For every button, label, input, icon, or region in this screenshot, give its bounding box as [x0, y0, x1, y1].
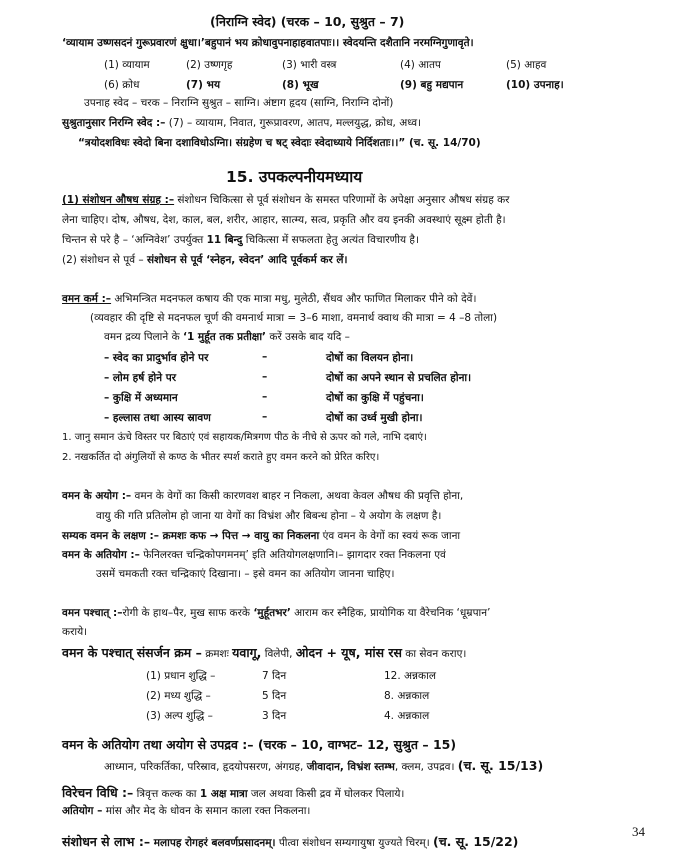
jivadan-text: जीवादान, विभ्रंश स्तम्भ	[306, 761, 395, 773]
purvakarma-text: संशोधन से पूर्व ‘स्नेहन, स्वेदन’ आदि पूर्वकर्म कर लें।	[146, 254, 348, 266]
sign-dash: –	[262, 411, 268, 423]
para-text: आध्मान, परिकर्तिका, परिस्राव, हृदयोपसरण, अंगग्रह,	[104, 761, 307, 773]
muhurta-text: ‘1 मुर्हूत तक प्रतीक्षा’	[182, 331, 267, 343]
reference-text: (च. सू. 15/13)	[457, 758, 544, 773]
malapaha-text: मलापह रोगहरं बलवर्णप्रसादनम्।	[150, 837, 276, 849]
table-cell: 4. अन्नकाल	[384, 710, 430, 722]
upadrava-line	[104, 758, 543, 774]
table-cell: (1) प्रधान शुद्धि –	[146, 670, 216, 682]
chapter-title: 15. उपकल्पनीयमध्याय	[226, 168, 363, 186]
vaman-note-2: 2. नखकर्तित दो अंगुलियों से कण्ठ के भीतर स्पर्श कराते हुए वमन करने को प्रेरित करिए।	[62, 452, 380, 463]
sign-right: दोषों का कुक्षि में पहुंचना।	[326, 392, 424, 404]
muhurtabhar-text: ‘मुर्हूतभर’	[253, 607, 291, 619]
para-text: अभिमन्त्रित मदनफल कषाय की एक मात्रा मधु, मुलेठी, सैंधव और फाणित मिलाकर पीने को देवें।	[111, 293, 477, 305]
vaman-atiyoga-line-1	[62, 549, 446, 562]
para-text: एंव वमन के वेगों का स्वयं रूक जाना	[319, 530, 461, 542]
sign-right: दोषों का उर्ध्व मुखी होना।	[326, 412, 423, 424]
odan-yush-text: ओदन + यूष, मांस रस	[295, 645, 402, 660]
para-text: मांस और मेद के धोवन के समान काला रक्त निकलना।	[102, 805, 311, 817]
para-1-line-3	[62, 234, 419, 247]
para-2-label: (2) संशोधन से पूर्व –	[62, 254, 147, 266]
list-item: (1) व्यायाम	[104, 59, 150, 71]
vaman-karma-line-3	[104, 331, 350, 344]
para-text: , क्लम, उपद्रव।	[394, 761, 458, 773]
vaman-ayoga-label: वमन के अयोग :–	[62, 490, 132, 502]
table-cell: 3 दिन	[262, 710, 287, 722]
sansarjan-krama-line	[62, 645, 466, 661]
table-cell: 12. अन्नकाल	[384, 670, 436, 682]
sushruta-line	[62, 117, 421, 130]
sanshodhan-labh-label: संशोधन से लाभ :–	[62, 834, 151, 849]
para-text: संशोधन चिकित्सा से पूर्व संशोधन के समस्त परिणामों के अपेक्षा अनुसार औषध संग्रह कर	[174, 194, 510, 206]
vaman-karma-label: वमन कर्म :–	[62, 293, 112, 305]
para-1-label: (1) संशोधन औषध संग्रह :–	[62, 194, 175, 206]
para-text: वमन के वेगों का किसी कारणवश बाहर न निकला, अथवा केवल औषध की प्रवृत्ति होना,	[131, 490, 464, 502]
sign-dash: –	[262, 351, 268, 363]
sign-right: दोषों का विलयन होना।	[326, 352, 414, 364]
para-text: रोगी के हाथ–पैर, मुख साफ करके	[122, 607, 254, 619]
list-item: (2) उष्णगृह	[186, 59, 233, 71]
para-text: क्रमशः	[201, 648, 233, 660]
sign-left: – स्वेद का प्रादुर्भाव होने पर	[104, 352, 209, 364]
list-item: (8) भूख	[282, 79, 319, 91]
para-1-line-1	[62, 194, 509, 207]
niragni-sloka: ‘व्यायाम उष्णसदनं गुरूप्रवारणं क्षुधा।’बहुपानं भय क्रोधावुपनाहाहवातपाः।। स्वेदयन्ति दशैतानि नरमग्निगुणावृते।	[62, 37, 474, 49]
trayodash-sloka: “त्रयोदशविधः स्वेदो बिना दशाविधोऽग्निा। संग्रहेण च षट् स्वेदाः स्वेदाध्याये निर्दिशताः।।” (च. सू. 14/70)	[78, 137, 481, 149]
para-text: वमन द्रव्य पिलाने के	[104, 331, 183, 343]
para-text: त्रिवृत्त कल्क का	[133, 788, 200, 800]
vaman-paschat-line-1	[62, 607, 490, 620]
vaman-ayoga-line-2: वायु की गति प्रतिलोम हो जाना या वेगों का विभ्रंश और बिबन्ध होना – ये अयोग के लक्षण है।	[96, 510, 442, 522]
sign-left: – लोम हर्ष होने पर	[104, 372, 177, 384]
sushruta-label: सुश्रुतानुसार निरग्नि स्वेद :–	[62, 117, 166, 129]
table-cell: (3) अल्प शुद्धि –	[146, 710, 213, 722]
niragni-heading: (निराग्नि स्वेद) (चरक – 10, सुश्रुत – 7)	[210, 14, 405, 29]
sign-left: – हल्लास तथा आस्य स्रावण	[104, 412, 211, 424]
vaman-atiyoga-label: वमन के अतियोग :–	[62, 549, 140, 561]
eleven-points: 11 बिन्दु	[206, 234, 243, 246]
list-item: (5) आहव	[506, 59, 547, 71]
list-item: (6) क्रोध	[104, 79, 140, 91]
para-text: का सेवन कराए।	[401, 648, 467, 660]
para-2	[62, 254, 348, 267]
list-item: (4) आतप	[400, 59, 441, 71]
vaman-atiyoga-line-2: उसमें चमकती रक्त चन्द्रिकाएं दिखाना। – इसे वमन का अतियोग जानना चाहिए।	[96, 568, 395, 580]
sign-left: – कुक्षि में अध्यमान	[104, 392, 178, 404]
sign-dash: –	[262, 371, 268, 383]
list-item: (7) भय	[186, 79, 221, 91]
reference-text: (च. सू. 15/22)	[433, 834, 519, 849]
page-number: 34	[632, 824, 645, 839]
para-text: पीत्वा संशोधन सम्यगायुषा युज्यते चिरम्।	[275, 837, 434, 849]
para-text: करें उसके बाद यदि –	[266, 331, 350, 343]
table-cell: 8. अन्नकाल	[384, 690, 430, 702]
para-text: विलेपी,	[261, 648, 296, 660]
samyak-vaman-label: सम्यक वमन के लक्षण :– क्रमशः कफ → पित्त → वायु का निकलना	[62, 530, 320, 542]
table-cell: (2) मध्य शुद्धि –	[146, 690, 211, 702]
aksha-matra-text: 1 अक्ष मात्रा	[199, 788, 248, 800]
list-item: (9) बहु मद्यपान	[400, 79, 464, 91]
list-item: (10) उपनाह।	[506, 79, 564, 91]
sign-right: दोषों का अपने स्थान से प्रचलित होना।	[326, 372, 472, 384]
samyak-vaman-line	[62, 530, 460, 543]
vaman-paschat-line-2: कराये।	[62, 626, 88, 638]
vaman-paschat-label: वमन पश्चात् :–	[62, 607, 123, 619]
vaman-karma-line-1	[62, 293, 477, 306]
virechan-atiyoga-line	[62, 805, 310, 818]
virechan-label: विरेचन विधि :–	[62, 785, 134, 800]
vaman-note-1: 1. जानु समान ऊंचे विस्तर पर बिठाएं एवं सहायक/मित्रगण पीठ के नीचे से ऊपर को गले, नाभि दबाएं।	[62, 432, 427, 443]
sushruta-text: (7) – व्यायाम, निवात, गुरूप्रावरण, आतप, मल्लयुद्ध, क्रोध, अध्व।	[165, 117, 422, 129]
para-1-line-2: लेना चाहिए। दोष, औषध, देश, काल, बल, शरीर, आहार, सात्म्य, सत्व, प्रकृति और वय इनकी अवस्थाएं सूक्ष्म होती है।	[62, 214, 506, 226]
yavagu-text: यवागू,	[232, 645, 262, 660]
list-item: (3) भारी वस्त्र	[282, 59, 337, 71]
table-cell: 5 दिन	[262, 690, 287, 702]
sanshodhan-labh-line	[62, 834, 518, 850]
upanah-line: उपनाह स्वेद – चरक – निराग्नि सुश्रुत – साग्नि। अंष्टाग हृदय (साग्नि, निराग्नि दोनों)	[84, 97, 394, 109]
para-text: आराम कर स्नैहिक, प्रायोगिक या वैरेचनिक ‘धूम्रपान’	[290, 607, 491, 619]
sign-dash: –	[262, 391, 268, 403]
vaman-karma-line-2: (व्यवहार की दृष्टि से मदनफल चूर्ण की वमनार्थ मात्रा = 3–6 माशा, वमनार्थ क्वाथ की मात्रा = 4 –8 तोला)	[90, 312, 498, 324]
sansarjan-krama-label: वमन के पश्चात् संसर्जन क्रम –	[62, 645, 202, 660]
upadrava-heading: वमन के अतियोग तथा अयोग से उपद्रव :– (चरक – 10, वाग्भट– 12, सुश्रुत – 15)	[62, 737, 457, 752]
virechan-line	[62, 785, 404, 801]
para-text: चिकित्सा में सफलता हेतु अत्यंत विचारणीय है।	[242, 234, 419, 246]
para-text: फेनिलरक्त चन्द्रिकोपगमनम्’ इति अतियोगलक्षणानि।– झागदार रक्त निकलना एवं	[139, 549, 446, 561]
para-text: जल अथवा किसी द्रव में घोलकर पिलाये।	[247, 788, 405, 800]
virechan-atiyoga-label: अतियोग –	[62, 805, 103, 817]
table-cell: 7 दिन	[262, 670, 287, 682]
para-text: चिन्तन से परे है – ‘अग्निवेश’ उपर्युक्त	[62, 234, 207, 246]
vaman-ayoga-line-1	[62, 490, 463, 503]
